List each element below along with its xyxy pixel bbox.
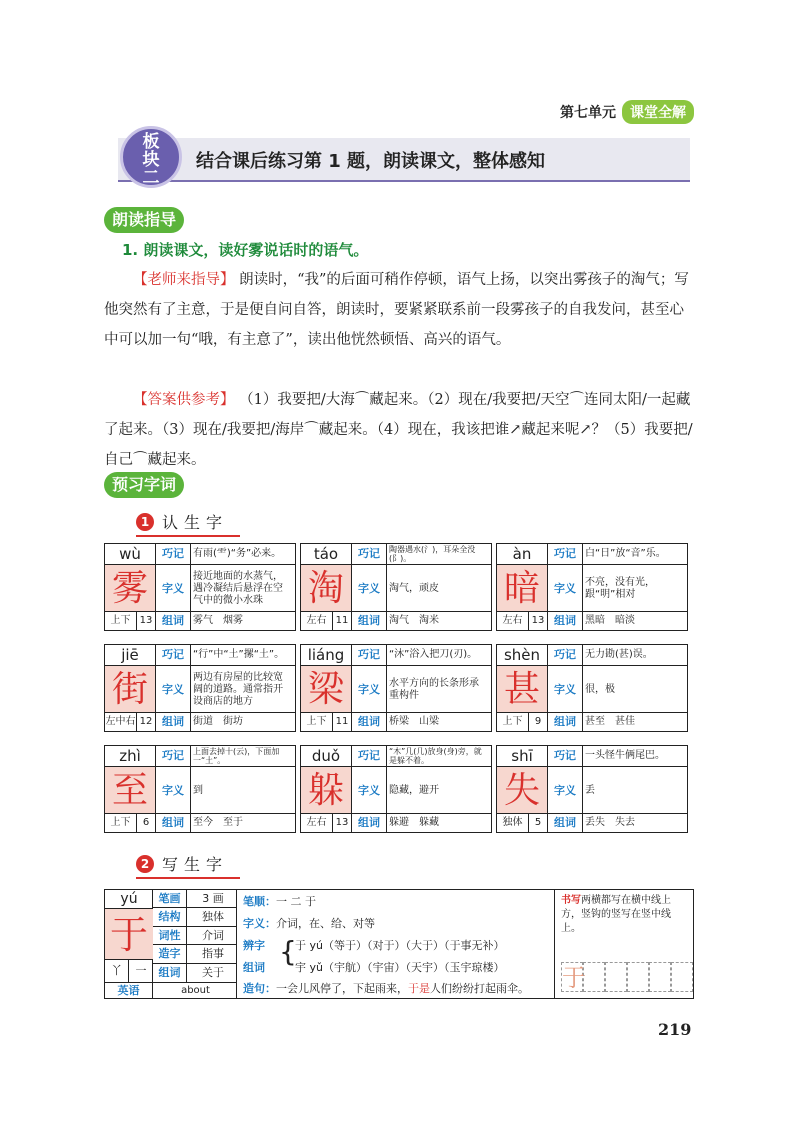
card-label-qiaoji: 巧记: [554, 547, 576, 560]
teacher-guidance: [104, 265, 694, 355]
compare-words-line: [243, 959, 265, 975]
sentence-pre: 一会儿风停了，下起雨来，: [276, 982, 408, 995]
write-radical-sub: 一: [135, 964, 147, 977]
answer-tag: 【答案供参考】: [133, 392, 235, 408]
recognize-heading: [136, 510, 240, 537]
english-row: [105, 982, 237, 998]
stroke-order-line: [243, 893, 316, 909]
block-badge: [120, 126, 182, 188]
card-label-ziyi: 字义: [358, 582, 380, 595]
number-badge: 2: [136, 855, 154, 873]
reading-question: 1. 朗读课文，读好雾说话时的语气。: [122, 241, 369, 259]
write-details: [239, 890, 555, 998]
character-card: [496, 543, 688, 631]
card-label-zuci: 组词: [358, 816, 380, 829]
info-key: 笔画: [153, 890, 187, 907]
compare-yu2: 宇 yǔ（宇航）（宇宙）（天宇）（玉宇琼楼）: [295, 961, 505, 974]
card-label-ziyi: 字义: [358, 784, 380, 797]
card-meaning: 很，极: [585, 683, 615, 695]
card-label-zuci: 组词: [554, 614, 576, 627]
card-meaning: 隐藏，避开: [389, 784, 439, 796]
stroke-order-label: 笔顺：: [243, 895, 276, 908]
practice-cell-sample: 于: [562, 964, 586, 992]
practice-cell: [649, 962, 671, 992]
teacher-text: 朗读时，“我”的后面可稍作停顿，语气上扬，以突出雾孩子的淘气；写他突然有了主意，于是便自问自答，朗读时，要紧紧联系前一段雾孩子的自我发问，甚至心中可以加一句“哦，有主意了”，读出他恍然顿悟、高兴的语气。: [104, 272, 689, 348]
sentence-label: 造句：: [243, 982, 276, 995]
card-strokes: 13: [335, 817, 349, 828]
card-strokes: 11: [335, 615, 349, 626]
card-character: 街: [105, 665, 155, 713]
card-mnemonic: “木”几(几)放身(身)旁，就是躲不着。: [389, 747, 482, 765]
preview-section-label: 预习字词: [104, 472, 184, 498]
writing-tip-label: 书写: [561, 895, 581, 906]
card-character: 雾: [105, 564, 155, 612]
card-label-zuci: 组词: [358, 614, 380, 627]
write-character: 于: [105, 908, 153, 960]
english-label: 英语: [105, 983, 153, 998]
card-label-ziyi: 字义: [162, 784, 184, 797]
card-meaning: 到: [193, 784, 203, 796]
card-pinyin: duǒ: [311, 747, 341, 765]
compare-yu1: 于 yú（等于）（对于）（大于）（于事无补）: [295, 939, 505, 952]
card-label-ziyi: 字义: [554, 582, 576, 595]
info-value: 独体: [202, 910, 224, 924]
card-structure: 左中右: [105, 713, 137, 731]
character-card: [104, 543, 296, 631]
card-pinyin: shī: [511, 747, 533, 765]
writing-tip-text: 两横都写在横中线上方，竖钩的竖写在竖中线上。: [561, 895, 671, 934]
meaning-line: [243, 915, 375, 931]
info-value: 指事: [202, 947, 224, 961]
page-header: [560, 100, 694, 124]
card-meaning: 不亮，没有光，跟“明”相对: [585, 576, 655, 600]
info-value: 3 画: [202, 892, 224, 905]
sentence-line: [243, 980, 529, 996]
write-pinyin: yú: [120, 891, 138, 907]
recognize-title: 认生字: [162, 513, 229, 532]
write-character-card: [104, 889, 694, 999]
practice-cell: [671, 962, 693, 992]
card-divider: [386, 645, 387, 731]
card-structure: 上下: [301, 713, 333, 731]
sentence-post: 人们纷纷打起雨伞。: [430, 982, 529, 995]
card-character: 至: [105, 766, 155, 814]
page-number: 219: [658, 1020, 692, 1039]
meaning-label: 字义：: [243, 917, 276, 930]
character-card: [300, 543, 492, 631]
card-mnemonic: 上面去掉十(云)，下面加一“土”。: [193, 747, 280, 765]
card-label-ziyi: 字义: [162, 683, 184, 696]
card-pinyin: táo: [313, 545, 339, 563]
card-label-zuci: 组词: [162, 715, 184, 728]
badge-text-1: 板: [142, 132, 160, 152]
card-mnemonic: 白“日”放“音”乐。: [585, 548, 666, 559]
card-pinyin: liáng: [307, 646, 345, 664]
practice-cell: [605, 962, 627, 992]
card-label-qiaoji: 巧记: [162, 749, 184, 762]
info-key: 词性: [153, 927, 187, 944]
card-structure: 独体: [497, 814, 529, 832]
card-label-zuci: 组词: [162, 614, 184, 627]
card-words: 淘气 淘米: [389, 615, 439, 626]
info-key: 组词: [153, 964, 187, 982]
card-label-qiaoji: 巧记: [358, 547, 380, 560]
card-label-zuci: 组词: [554, 715, 576, 728]
card-meaning: 丢: [585, 784, 595, 796]
answer-text: （1）我要把/大海⌒藏起来。（2）现在/我要把/天空⌒连同太阳/一起藏了起来。（3）现在/我要把/海岸⌒藏起来。（4）现在，我该把谁↗藏起来呢↗？（5）我要把/自己⌒藏起来。: [104, 392, 693, 468]
card-label-zuci: 组词: [358, 715, 380, 728]
character-card: [300, 644, 492, 732]
card-divider: [582, 645, 583, 731]
card-divider: [582, 746, 583, 832]
card-words: 丢失 失去: [585, 817, 635, 828]
teacher-tag: 【老师来指导】: [133, 272, 235, 288]
card-words: 桥梁 山梁: [389, 716, 439, 727]
card-divider: [190, 645, 191, 731]
write-radical: 丫: [105, 960, 129, 982]
character-card: [300, 745, 492, 833]
card-mnemonic: 一头怪牛俩尾巴。: [585, 750, 665, 761]
character-card: [496, 644, 688, 732]
card-strokes: 12: [139, 716, 153, 727]
unit-label: 第七单元: [560, 105, 616, 121]
character-card: [496, 745, 688, 833]
practice-cell: [583, 962, 605, 992]
card-words: 街道 街坊: [193, 716, 243, 727]
card-words: 至今 至于: [193, 817, 243, 828]
compare-line: [243, 937, 265, 953]
practice-cell: [627, 962, 649, 992]
block-title: 结合课后练习第 1 题，朗读课文，整体感知: [196, 151, 546, 172]
write-info-grid: [153, 890, 237, 982]
card-character: 失: [497, 766, 547, 814]
badge-text-2: 块: [142, 150, 160, 170]
card-label-qiaoji: 巧记: [162, 547, 184, 560]
answer-reference: [104, 385, 694, 475]
card-strokes: 11: [335, 716, 349, 727]
card-structure: 左右: [497, 612, 529, 630]
card-label-qiaoji: 巧记: [162, 648, 184, 661]
card-divider: [190, 746, 191, 832]
card-label-ziyi: 字义: [554, 683, 576, 696]
card-strokes: 9: [534, 716, 542, 727]
number-badge: 1: [136, 513, 154, 531]
info-row: [153, 927, 237, 945]
badge-text-3: 二: [142, 168, 160, 188]
compare-label: 辨字: [243, 939, 265, 952]
character-card: [104, 745, 296, 833]
card-character: 躲: [301, 766, 351, 814]
english-value: about: [181, 985, 210, 996]
card-structure: 左右: [301, 612, 333, 630]
card-label-zuci: 组词: [554, 816, 576, 829]
writing-tip-area: [557, 890, 693, 998]
practice-grid: [561, 962, 693, 992]
card-structure: 上下: [105, 814, 137, 832]
card-pinyin: jiē: [121, 646, 139, 664]
card-meaning: 淘气，顽皮: [389, 582, 439, 594]
card-meaning: 水平方向的长条形承重构件: [389, 677, 479, 701]
card-mnemonic: 无力勘(甚)误。: [585, 649, 653, 660]
info-row: [153, 964, 237, 982]
card-label-qiaoji: 巧记: [358, 648, 380, 661]
card-divider: [386, 544, 387, 630]
card-words: 黑暗 暗淡: [585, 615, 635, 626]
write-title: 写生字: [162, 855, 229, 874]
card-structure: 上下: [497, 713, 529, 731]
info-key: 结构: [153, 908, 187, 925]
writing-tip: [561, 894, 689, 936]
card-mnemonic: “沐”浴入把刀(刃)。: [389, 649, 478, 660]
character-card: [104, 644, 296, 732]
card-character: 淘: [301, 564, 351, 612]
card-pinyin: wù: [119, 545, 141, 563]
card-label-qiaoji: 巧记: [358, 749, 380, 762]
card-structure: 左右: [301, 814, 333, 832]
compare-words-label: 组词: [243, 961, 265, 974]
card-label-qiaoji: 巧记: [554, 749, 576, 762]
card-pinyin: àn: [512, 545, 532, 563]
brace-glyph: {: [279, 935, 297, 968]
card-character: 暗: [497, 564, 547, 612]
reading-section-label: 朗读指导: [104, 207, 184, 233]
card-label-ziyi: 字义: [162, 582, 184, 595]
card-label-ziyi: 字义: [554, 784, 576, 797]
stroke-order-value: 一 二 于: [276, 895, 316, 908]
card-mnemonic: 陶器遇水(氵)，耳朵全没(阝)。: [389, 545, 476, 563]
card-structure: 上下: [105, 612, 137, 630]
card-label-ziyi: 字义: [358, 683, 380, 696]
card-label-qiaoji: 巧记: [554, 648, 576, 661]
meaning-value: 介词，在、给、对等: [276, 917, 375, 930]
card-divider: [190, 544, 191, 630]
card-divider: [582, 544, 583, 630]
card-pinyin: zhì: [119, 747, 141, 765]
card-meaning: 两边有房屋的比较宽阔的道路。通常指开设商店的地方: [193, 671, 283, 707]
write-heading: [136, 852, 240, 879]
card-character: 甚: [497, 665, 547, 713]
info-row: [153, 890, 237, 908]
card-label-zuci: 组词: [162, 816, 184, 829]
card-strokes: 6: [142, 817, 150, 828]
info-value: 关于: [202, 965, 224, 979]
sentence-highlight: 于是: [408, 982, 430, 995]
card-pinyin: shèn: [503, 646, 541, 664]
card-words: 甚至 甚佳: [585, 716, 635, 727]
info-row: [153, 945, 237, 963]
card-mnemonic: “行”中“土”摞“土”。: [193, 649, 285, 660]
card-mnemonic: 有雨(⻗)“务”必来。: [193, 548, 282, 559]
info-key: 造字: [153, 945, 187, 962]
card-divider: [386, 746, 387, 832]
card-strokes: 13: [139, 615, 153, 626]
card-character: 梁: [301, 665, 351, 713]
card-meaning: 接近地面的水蒸气，遇冷凝结后悬浮在空气中的微小水珠: [193, 570, 283, 606]
card-strokes: 13: [531, 615, 545, 626]
series-label: 课堂全解: [622, 100, 694, 124]
card-strokes: 5: [534, 817, 542, 828]
write-char-column: [105, 890, 153, 982]
card-words: 雾气 烟雾: [193, 615, 243, 626]
info-value: 介词: [202, 928, 224, 942]
info-row: [153, 908, 237, 926]
card-words: 躲避 躲藏: [389, 817, 439, 828]
